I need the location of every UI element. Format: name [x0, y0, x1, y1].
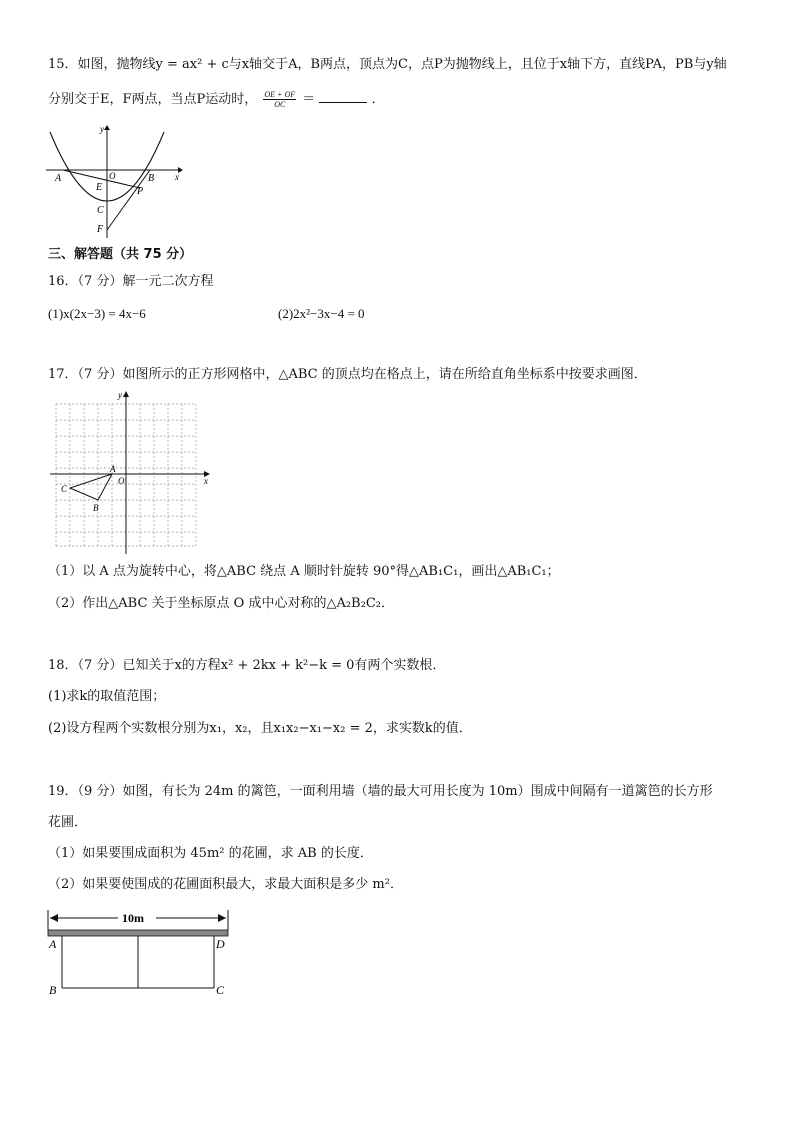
length-label: 10m — [122, 911, 144, 925]
q15-parabola-figure — [40, 120, 190, 240]
q15-line2 — [48, 90, 385, 109]
label-y: y — [100, 124, 104, 134]
label-f: F — [97, 224, 104, 235]
section-title: 三、解答题（共 75 分） — [48, 247, 193, 262]
q15-fraction — [263, 90, 296, 109]
label-x: x — [204, 476, 208, 486]
q18-part2: (2)设方程两个实数根分别为x₁，x₂，且x₁x₂−x₁−x₂ = 2，求实数k的值． — [48, 721, 472, 736]
label-p: P — [137, 186, 144, 197]
label-y: y — [118, 390, 122, 400]
label-b: B — [49, 983, 57, 997]
q19-title-cont: 花圃． — [48, 815, 88, 830]
label-x: x — [175, 172, 179, 182]
label-a: A — [49, 937, 57, 951]
arrow-right — [218, 914, 226, 922]
q19-part2: （2）如果要使围成的花圃面积最大，求最大面积是多少 m²． — [48, 877, 403, 892]
label-o: O — [118, 476, 125, 486]
label-c: C — [97, 205, 104, 216]
q17-part2: （2）作出△ABC 关于坐标原点 O 成中心对称的△A₂B₂C₂． — [48, 596, 394, 611]
q17-grid-figure — [46, 388, 216, 558]
q16-part1: (1)x(2x−3) = 4x−6 — [48, 306, 146, 321]
q17-title: 17．（7 分）如图所示的正方形网格中，△ABC 的顶点均在格点上，请在所给直角坐标系中按要求画图． — [48, 367, 647, 382]
q15-frac-numerator: OE + OF — [264, 90, 296, 99]
label-o: O — [109, 171, 116, 181]
label-b: B — [93, 503, 99, 513]
q15-line1: 15．如图，抛物线y = ax² + c与x轴交于A，B两点，顶点为C，点P为抛物线上，且位于x轴下方，直线PA，PB与y轴 — [48, 57, 727, 72]
q19-part1: （1）如果要围成面积为 45m² 的花圃，求 AB 的长度． — [48, 846, 373, 861]
label-c: C — [61, 484, 68, 494]
label-d: D — [216, 937, 225, 951]
label-a: A — [55, 173, 62, 184]
label-c: C — [216, 983, 225, 997]
q18-title: 18．（7 分）已知关于x的方程x² + 2kx + k²−k = 0有两个实数根． — [48, 658, 446, 673]
arrow-left — [50, 914, 58, 922]
q15-frac-denominator: OC — [274, 100, 286, 109]
q19-title: 19．（9 分）如图，有长为 24m 的篱笆，一面利用墙（墙的最大可用长度为 10m）围成中间隔有一道篱笆的长方形 — [48, 784, 713, 799]
label-e: E — [96, 182, 103, 193]
q15-equals: ＝ — [302, 92, 316, 107]
q16-title: 16．（7 分）解一元二次方程 — [48, 274, 214, 289]
q15-period: ． — [371, 92, 385, 107]
q19-garden-figure — [44, 904, 244, 1004]
label-b: B — [148, 173, 155, 184]
wall — [48, 930, 228, 936]
y-arrow — [104, 125, 110, 130]
q18-part1: (1)求k的取值范围； — [48, 689, 166, 704]
y-arrow — [123, 391, 129, 397]
q16-part2: (2)2x²−3x−4 = 0 — [278, 306, 365, 321]
q15-line2-text: 分别交于E，F两点，当点P运动时， — [48, 92, 258, 107]
q17-part1: （1）以 A 点为旋转中心，将△ABC 绕点 A 顺时针旋转 90°得△AB₁C₁，画出△AB₁C₁； — [48, 564, 560, 579]
q15-answer-blank — [319, 90, 367, 103]
label-a: A — [110, 464, 116, 474]
triangle-abc — [70, 474, 112, 500]
